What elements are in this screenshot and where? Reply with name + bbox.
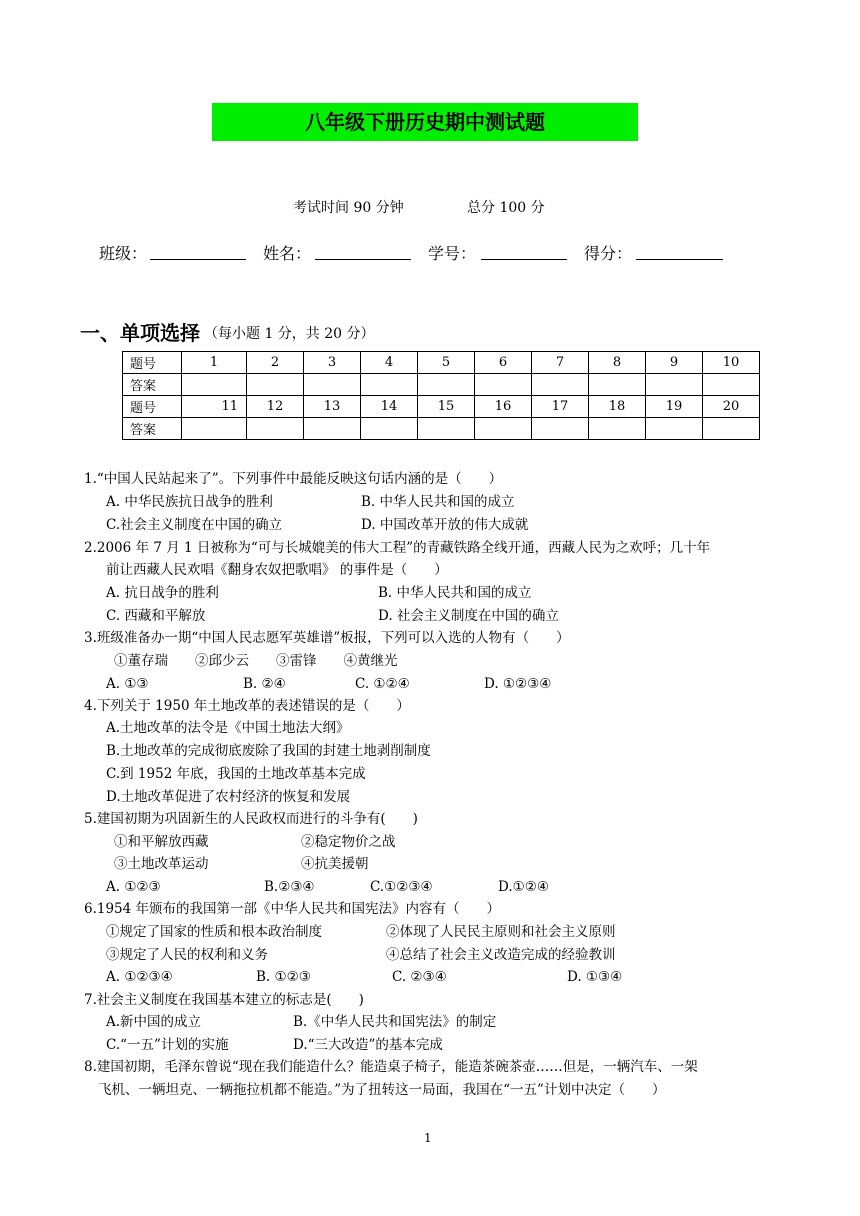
question-7-option-d: D.“三大改造”的基本完成 <box>293 1037 443 1053</box>
question-2-option-c: C. 西藏和平解放 <box>106 608 206 624</box>
question-3-option-a: A. ①③ <box>106 676 149 692</box>
answer-cell[interactable] <box>589 418 646 440</box>
question-number-cell: 18 <box>589 396 646 418</box>
question-number-cell: 11 <box>182 396 247 418</box>
question-number-cell: 1 <box>182 352 247 374</box>
question-number-cell: 13 <box>304 396 361 418</box>
question-4-option-d: D.土地改革促进了农村经济的恢复和发展 <box>106 789 351 805</box>
answer-cell[interactable] <box>532 374 589 396</box>
question-3-option-b: B. ②④ <box>243 676 286 692</box>
question-6-item-2: ②体现了人民民主原则和社会主义原则 <box>386 924 616 940</box>
question-number-cell: 4 <box>361 352 418 374</box>
question-4-option-a: A.土地改革的法令是《中国土地法大纲》 <box>106 720 350 736</box>
question-number-cell: 3 <box>304 352 361 374</box>
answer-table-row <box>123 352 760 374</box>
number-label: 学号： <box>428 244 477 263</box>
question-6-item-1: ①规定了国家的性质和根本政治制度 <box>106 924 322 940</box>
question-number-cell: 8 <box>589 352 646 374</box>
question-2-option-a: A. 抗日战争的胜利 <box>106 585 219 601</box>
question-6-stem: 6.1954 年颁布的我国第一部《中华人民共和国宪法》内容有（ ） <box>84 901 501 917</box>
number-blank[interactable] <box>481 259 567 260</box>
question-3-option-c: C. ①②④ <box>355 676 410 692</box>
answer-cell[interactable] <box>361 374 418 396</box>
question-7-option-c: C.“一五”计划的实施 <box>106 1037 229 1053</box>
answer-cell[interactable] <box>304 418 361 440</box>
answer-table-row <box>123 374 760 396</box>
answer-cell[interactable] <box>418 418 475 440</box>
score-label: 得分： <box>584 244 633 263</box>
question-4-stem: 4.下列关于 1950 年土地改革的表述错误的是（ ） <box>84 698 410 714</box>
question-number-cell: 5 <box>418 352 475 374</box>
answer-table-row-label: 答案 <box>123 418 182 440</box>
question-5-option-c: C.①②③④ <box>370 879 433 895</box>
name-label: 姓名： <box>263 244 312 263</box>
question-number-cell: 2 <box>247 352 304 374</box>
question-7-option-b: B.《中华人民共和国宪法》的制定 <box>293 1014 497 1030</box>
question-number-cell: 6 <box>475 352 532 374</box>
question-number-cell: 16 <box>475 396 532 418</box>
question-6-option-b: B. ①②③ <box>256 969 311 985</box>
question-2-option-d: D. 社会主义制度在中国的确立 <box>378 608 559 624</box>
class-blank[interactable] <box>150 259 246 260</box>
answer-cell[interactable] <box>182 418 247 440</box>
question-5-item-1: ①和平解放西藏 <box>114 834 209 850</box>
question-6-option-d: D. ①③④ <box>567 969 623 985</box>
answer-table <box>122 351 760 440</box>
question-5-stem: 5.建国初期为巩固新生的人民政权而进行的斗争有( ) <box>84 811 418 827</box>
question-5-item-4: ④抗美援朝 <box>301 856 369 872</box>
question-3-stem: 3.班级准备办一期“中国人民志愿军英雄谱”板报，下列可以入选的人物有（ ） <box>84 630 570 646</box>
section-note: （每小题 1 分，共 20 分） <box>204 326 375 342</box>
question-3-items: ①董存瑞 ②邱少云 ③雷锋 ④黄继光 <box>114 653 398 669</box>
exam-total: 总分 100 分 <box>467 200 545 216</box>
question-5-item-3: ③土地改革运动 <box>114 856 209 872</box>
question-5-option-a: A. ①②③ <box>106 879 161 895</box>
answer-cell[interactable] <box>418 374 475 396</box>
page-number: 1 <box>424 1131 432 1145</box>
question-7-option-a: A.新中国的成立 <box>106 1014 202 1030</box>
question-number-cell: 17 <box>532 396 589 418</box>
question-5-option-d: D.①②④ <box>498 879 549 895</box>
question-4-option-c: C.到 1952 年底，我国的土地改革基本完成 <box>106 766 366 782</box>
question-6-option-c: C. ②③④ <box>392 969 447 985</box>
question-1-option-d: D. 中国改革开放的伟大成就 <box>361 517 529 533</box>
question-6-item-4: ④总结了社会主义改造完成的经验教训 <box>386 947 616 963</box>
question-3-option-d: D. ①②③④ <box>484 676 552 692</box>
question-1-option-a: A. 中华民族抗日战争的胜利 <box>106 494 273 510</box>
answer-cell[interactable] <box>361 418 418 440</box>
question-6-item-3: ③规定了人民的权利和义务 <box>106 947 268 963</box>
score-blank[interactable] <box>636 259 723 260</box>
answer-cell[interactable] <box>703 418 760 440</box>
question-number-cell: 9 <box>646 352 703 374</box>
answer-cell[interactable] <box>247 418 304 440</box>
exam-time: 考试时间 90 分钟 <box>293 200 404 216</box>
answer-table-row <box>123 396 760 418</box>
answer-cell[interactable] <box>703 374 760 396</box>
question-number-cell: 7 <box>532 352 589 374</box>
answer-table-row-label: 答案 <box>123 374 182 396</box>
answer-cell[interactable] <box>182 374 247 396</box>
answer-table-row-label: 题号 <box>123 352 182 374</box>
answer-table-row <box>123 418 760 440</box>
answer-cell[interactable] <box>646 374 703 396</box>
question-number-cell: 20 <box>703 396 760 418</box>
question-4-option-b: B.土地改革的完成彻底废除了我国的封建土地剥削制度 <box>106 743 431 759</box>
answer-cell[interactable] <box>247 374 304 396</box>
answer-cell[interactable] <box>475 418 532 440</box>
question-1-stem: 1.“中国人民站起来了”。下列事件中最能反映这句话内涵的是（ ） <box>84 471 503 487</box>
class-label: 班级： <box>99 244 148 263</box>
question-8-stem-line2: 飞机、一辆坦克、一辆拖拉机都不能造。”为了扭转这一局面，我国在“一五”计划中决定（ ） <box>98 1082 666 1098</box>
page-title: 八年级下册历史期中测试题 <box>305 110 545 134</box>
name-blank[interactable] <box>315 259 411 260</box>
question-6-option-a: A. ①②③④ <box>106 969 173 985</box>
answer-cell[interactable] <box>304 374 361 396</box>
question-1-option-b: B. 中华人民共和国的成立 <box>361 494 515 510</box>
answer-cell[interactable] <box>589 374 646 396</box>
question-number-cell: 15 <box>418 396 475 418</box>
question-number-cell: 19 <box>646 396 703 418</box>
answer-table-row-label: 题号 <box>123 396 182 418</box>
question-5-item-2: ②稳定物价之战 <box>301 834 396 850</box>
section-title: 一、单项选择 <box>80 321 200 345</box>
question-5-option-b: B.②③④ <box>264 879 315 895</box>
answer-cell[interactable] <box>532 418 589 440</box>
question-7-stem: 7.社会主义制度在我国基本建立的标志是( ) <box>84 992 364 1008</box>
answer-cell[interactable] <box>646 418 703 440</box>
question-number-cell: 10 <box>703 352 760 374</box>
question-2-stem-line2: 前让西藏人民欢唱《翻身农奴把歌唱》 的事件是（ ） <box>106 562 448 578</box>
question-1-option-c: C.社会主义制度在中国的确立 <box>106 517 283 533</box>
question-8-stem: 8.建国初期，毛泽东曾说“现在我们能造什么？能造桌子椅子，能造茶碗茶壶……但是，一辆汽车、一架 <box>84 1059 698 1075</box>
question-number-cell: 12 <box>247 396 304 418</box>
question-2-stem: 2.2006 年 7 月 1 日被称为“可与长城媲美的伟大工程”的青藏铁路全线开通，西藏人民为之欢呼；几十年 <box>84 540 711 556</box>
question-2-option-b: B. 中华人民共和国的成立 <box>378 585 532 601</box>
answer-cell[interactable] <box>475 374 532 396</box>
question-number-cell: 14 <box>361 396 418 418</box>
